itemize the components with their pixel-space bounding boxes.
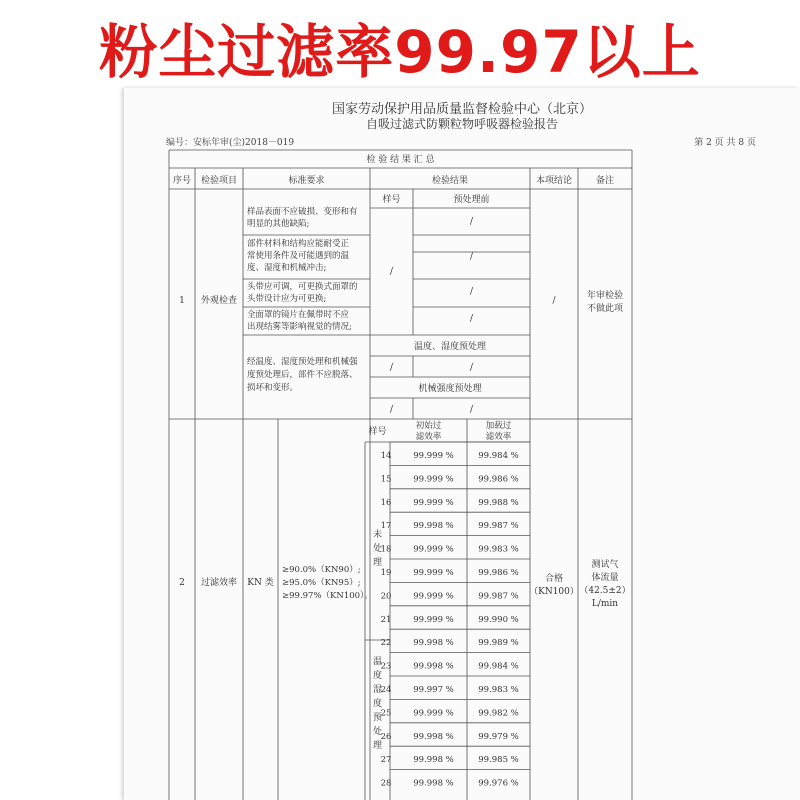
report-title: 自吸过滤式防颗粒物呼吸器检验报告 (365, 117, 558, 131)
sample-number: 27 (380, 755, 392, 766)
requirement-text: ≥90.0%（KN90）; (282, 565, 361, 575)
item-remark: 测试气 (591, 560, 619, 570)
group-treated: 度 (372, 699, 383, 709)
group-treated: 温 (372, 657, 383, 667)
item-remark: 体流量 (591, 573, 619, 583)
loaded-efficiency-header: 加载过 (485, 421, 512, 431)
sample-number: 23 (380, 661, 392, 672)
column-header: 标准要求 (288, 176, 325, 186)
sample-number: 17 (380, 521, 392, 532)
loaded-efficiency: 99.990 % (478, 614, 519, 625)
initial-efficiency: 99.998 % (413, 755, 454, 766)
column-header: 检验结果 (431, 176, 469, 186)
initial-efficiency: 99.999 % (413, 568, 454, 578)
loaded-efficiency: 99.987 % (478, 521, 519, 532)
sample-number: 25 (380, 708, 392, 719)
requirement-text: 常使用条件及可能遇到的温 (247, 251, 350, 261)
org-title: 国家劳动保护用品质量监督检验中心（北京） (331, 102, 592, 117)
group-treated: 预 (372, 713, 383, 723)
item-name: 外观检查 (200, 296, 238, 306)
group-untreated: 未 (372, 530, 383, 540)
loaded-efficiency: 99.984 % (478, 661, 519, 672)
group-untreated: 理 (372, 558, 383, 568)
initial-efficiency: 99.998 % (413, 731, 454, 742)
initial-efficiency: 99.999 % (413, 451, 454, 461)
requirement-text: 明显的其他缺陷; (247, 219, 310, 229)
initial-efficiency-header: 初始过 (415, 421, 442, 431)
initial-efficiency: 99.998 % (413, 638, 454, 649)
banner-title: 粉尘过滤率99.97以上 (99, 18, 701, 86)
requirement-text: 全面罩的镜片在佩带时不应 (247, 310, 350, 320)
sample-value: / (389, 363, 394, 373)
sample-value: / (389, 405, 394, 415)
column-header: 备注 (595, 176, 615, 186)
initial-efficiency: 99.999 % (413, 544, 454, 555)
item-name: 过滤效率 (200, 578, 238, 588)
group-treated: 湿 (372, 685, 383, 695)
requirement-text: 头带设计应为可更换; (247, 294, 327, 304)
loaded-efficiency: 99.987 % (478, 591, 519, 602)
initial-efficiency: 99.998 % (413, 661, 454, 672)
item-number: 2 (179, 578, 185, 588)
results-table (124, 88, 800, 800)
loaded-efficiency: 99.989 % (478, 638, 519, 649)
sample-number: 26 (380, 731, 392, 742)
sample-header: 样号 (382, 195, 401, 205)
loaded-efficiency: 99.984 % (478, 451, 519, 461)
initial-efficiency-header: 滤效率 (415, 432, 442, 442)
initial-efficiency: 99.999 % (413, 591, 454, 602)
result-value: / (469, 405, 474, 415)
requirement-text: 度预处理后，部件不应脱落、 (247, 370, 358, 380)
sample-number: 21 (380, 614, 392, 625)
table-caption: 检 验 结 果 汇 总 (366, 155, 435, 165)
sample-number: 14 (380, 451, 392, 461)
group-untreated: 处 (372, 544, 383, 554)
result-value: / (469, 363, 474, 373)
loaded-efficiency-header: 滤效率 (485, 432, 512, 442)
pretreatment-header: 预处理前 (453, 195, 490, 205)
group-treated: 度 (372, 671, 383, 681)
requirement-text: ≥99.97%（KN100）。 (282, 591, 373, 601)
requirement-text: 度、湿度和机械冲击; (247, 263, 327, 273)
page-indicator: 第 2 页 共 8 页 (694, 138, 756, 148)
loaded-efficiency: 99.983 % (478, 544, 519, 555)
initial-efficiency: 99.999 % (413, 708, 454, 719)
initial-efficiency: 99.999 % (413, 497, 454, 508)
item-remark: （42.5±2） (579, 586, 631, 596)
sample-number: 16 (380, 497, 392, 508)
loaded-efficiency: 99.979 % (478, 731, 519, 742)
item-remark: 年审检验 (586, 291, 624, 301)
loaded-efficiency: 99.983 % (478, 685, 519, 695)
mechanical-header: 机械强度预处理 (418, 384, 482, 394)
loaded-efficiency: 99.976 % (478, 778, 519, 789)
requirement-text: 部件材料和结构应能耐受正 (247, 239, 350, 249)
sample-number: 24 (380, 685, 392, 695)
sample-number: 22 (380, 638, 392, 649)
sample-number: 18 (380, 544, 392, 555)
requirement-text: 经温度、湿度预处理和机械强 (247, 357, 358, 367)
loaded-efficiency: 99.986 % (478, 474, 519, 485)
doc-number: 编号：安标年审(尘)2018－019 (166, 138, 295, 148)
group-treated: 处 (372, 727, 383, 737)
result-value: / (469, 217, 474, 227)
loaded-efficiency: 99.982 % (478, 708, 519, 719)
loaded-efficiency: 99.985 % (478, 755, 519, 766)
temp-humidity-header: 温度、湿度预处理 (413, 342, 487, 352)
item-remark: 不做此项 (586, 304, 624, 314)
column-header: 检验项目 (200, 176, 238, 186)
result-value: / (469, 287, 474, 297)
item-conclusion: （KN100） (529, 587, 579, 597)
sample-header: 样号 (368, 427, 387, 437)
item-conclusion: 合格 (544, 574, 564, 584)
sample-number: 20 (380, 591, 392, 602)
sample-number: 19 (380, 568, 392, 578)
requirement-text: ≥95.0%（KN95）; (282, 578, 361, 588)
requirement-text: 头带应可调，可更换式面罩的 (247, 282, 358, 292)
sample-value: / (389, 267, 394, 277)
requirement-text: 损坏和变形。 (247, 383, 299, 393)
column-header: 本项结论 (535, 176, 573, 186)
initial-efficiency: 99.999 % (413, 614, 454, 625)
loaded-efficiency: 99.988 % (478, 497, 519, 508)
requirement-text: 出现结雾等影响视觉的情况; (247, 322, 352, 332)
result-value: / (469, 314, 474, 324)
loaded-efficiency: 99.986 % (478, 568, 519, 578)
filter-class: KN 类 (247, 578, 274, 588)
initial-efficiency: 99.997 % (413, 685, 454, 695)
sample-number: 15 (380, 474, 392, 485)
promo-banner (0, 0, 800, 92)
item-remark: L/min (591, 599, 619, 609)
initial-efficiency: 99.999 % (413, 474, 454, 485)
item-number: 1 (179, 296, 185, 306)
item-conclusion: / (552, 296, 556, 306)
result-value: / (469, 252, 474, 262)
group-treated: 理 (372, 741, 383, 751)
sample-number: 28 (380, 778, 392, 789)
initial-efficiency: 99.998 % (413, 778, 454, 789)
requirement-text: 样品表面不应破损、变形和有 (247, 207, 358, 217)
column-header: 序号 (172, 176, 192, 186)
initial-efficiency: 99.998 % (413, 521, 454, 532)
